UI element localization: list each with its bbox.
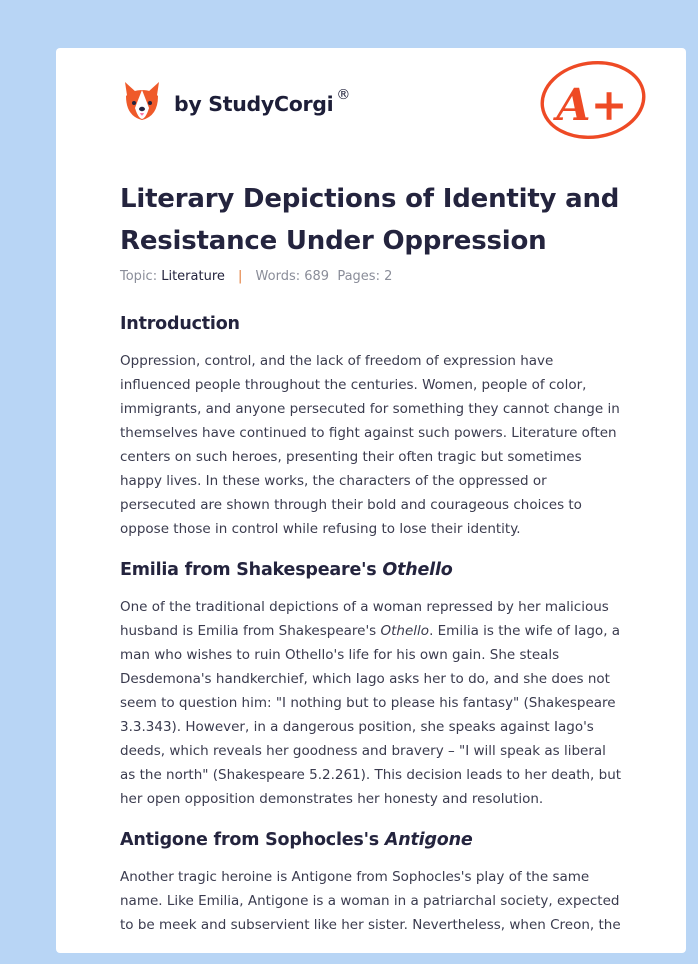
topic-label: Topic:	[120, 269, 158, 284]
heading-antigone: Antigone from Sophocles's Antigone	[120, 830, 473, 850]
heading-introduction: Introduction	[120, 314, 240, 334]
paragraph-emilia: One of the traditional depictions of a woman repressed by her malicious husband is Emilia from Shakespeare's Othello. Emilia is the wife of Iago, a man who wishes to ruin Othello's life for his own gain. She steals Desdemona's handkerchief, which Iago asks her to do, and she does not seem to question him: "I nothing but to please his fantasy" (Shakespeare 3.3.343). However, in a dangerous position, she speaks against Iago's deeds, which reveals her goodness and bravery – "I will speak as liberal as the north" (Shakespeare 5.2.261). This decision leads to her death, but her open opposition demonstrates her honesty and resolution.	[120, 599, 622, 807]
document-meta	[120, 269, 392, 284]
studycorgi-logo[interactable]	[122, 76, 350, 124]
meta-separator: |	[238, 269, 243, 284]
document-title: Literary Depictions of Identity and Resistance Under Oppression	[120, 184, 620, 256]
paragraph-antigone: Another tragic heroine is Antigone from Sophocles's play of the same name. Like Emilia, Antigone is a woman in a patriarchal society, expected to be meek and subservient like her sister. Nevertheless, when Creon, the	[120, 869, 621, 933]
paragraph-introduction: Oppression, control, and the lack of freedom of expression have influenced people throughout the centuries. Women, people of color, immigrants, and anyone persecuted for something they cannot change in themselves have continued to fight against such powers. Literature often centers on such heroes, presenting their often tragic but sometimes happy lives. In these works, the characters of the oppressed or persecuted are shown through their bold and courageous choices to oppose those in control while refusing to lose their identity.	[120, 353, 620, 537]
a-plus-grade-badge	[538, 58, 650, 146]
brand-name: by StudyCorgi ®	[174, 86, 351, 116]
corgi-icon	[122, 78, 162, 122]
topic-link[interactable]: Literature	[161, 269, 225, 284]
word-count: Words: 689	[255, 269, 330, 284]
grade-text: A+	[556, 80, 628, 131]
document-page	[56, 48, 686, 953]
registered-mark: ®	[336, 86, 351, 103]
heading-emilia: Emilia from Shakespeare's Othello	[120, 560, 453, 580]
page-count: Pages: 2	[337, 269, 393, 284]
